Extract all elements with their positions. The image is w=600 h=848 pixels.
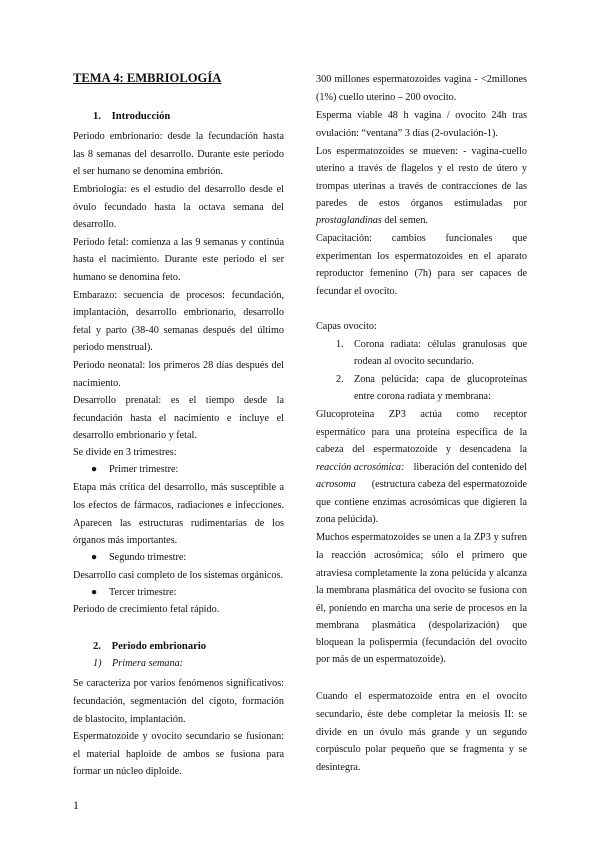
bullet-icon: ● [91, 464, 98, 475]
text-line: desarrollo. [73, 219, 117, 230]
text-line: secundario, éste debe completar la meiosis II: se [316, 709, 527, 720]
page-title: TEMA 4: EMBRIOLOGÍA [73, 71, 222, 85]
text-line: Segundo trimestre: [109, 552, 187, 563]
text-line: formar un núcleo diploide. [73, 766, 182, 777]
text-line: cabeza del espermatozoide y desencadena la [316, 444, 527, 455]
emphasis-term: acrosoma [316, 479, 356, 490]
bullet-icon: ● [91, 587, 98, 598]
page-number: 1 [73, 798, 79, 812]
emphasis-term: prostaglandinas [316, 215, 382, 226]
text-line: desintegra. [316, 762, 361, 773]
text-line: paredes de estos órganos estimuladas por [316, 198, 527, 209]
text-line: Desarrollo prenatal: es el tiempo desde la [73, 395, 284, 406]
text-line: la reacción acrosómica; sólo el primero que [316, 550, 527, 561]
text-line: Se caracteriza por varios fenómenos significativos: [73, 678, 284, 689]
text-line: Periodo de crecimiento fetal rápido. [73, 604, 220, 615]
section-2-heading [93, 641, 206, 653]
text-line: Periodo neonatal: los primeros 28 días después del [73, 360, 284, 371]
text-line: (1%) cuello uterino – 200 ovocito. [316, 92, 457, 103]
text-line: Cuando el espermatozoide entra en el ovocito [316, 691, 527, 702]
text-line: Se divide en 3 trimestres: [73, 447, 177, 458]
text-line: el ser humano se denomina embrión. [73, 166, 223, 177]
text-line: óvulo fecundado hasta la octava semana del [73, 202, 284, 213]
list-number: 1. [336, 339, 344, 350]
text-line: que contiene enzimas acrosómicas que digieren la [316, 497, 527, 508]
text-line [316, 462, 527, 474]
text-line: la membrana plasmática del ovocito se fusiona con [316, 585, 527, 596]
text-line: reproductor femenino (7h) para ser capaces de [316, 268, 527, 279]
text-line: divide en un óvulo más grande y un segundo [316, 727, 527, 738]
text-line: desarrollo embrionario y fetal. [73, 430, 197, 441]
text-line: por más de un espermatozoide). [316, 654, 446, 665]
text-line: nacimiento. [73, 378, 121, 389]
text-line: fecundar el ovocito. [316, 286, 398, 297]
list-number: 2. [336, 374, 344, 385]
text-line: fecundación hasta el nacimiento e incluye el [73, 413, 284, 424]
text-line: Capacitación: cambios funcionales que [316, 233, 527, 244]
text-line: trompas uterinas a través de contracciones de las [316, 181, 527, 192]
text-line: zona pelúcida). [316, 514, 379, 525]
text-line [316, 479, 527, 491]
text-line: Embriología: es el estudio del desarrollo desde el [73, 184, 284, 195]
section-2-number: 2. [93, 641, 101, 652]
text-line: Embarazo: secuencia de procesos: fecundación, [73, 290, 284, 301]
section-1-heading [93, 111, 170, 123]
text-line: atraviesa completamente la zona pelúcida y alcanza [316, 568, 527, 579]
text-fragment: (estructura cabeza del espermatozoide [371, 479, 527, 490]
section-1-label: Introducción [111, 111, 171, 122]
text-line: Corona radiata: células granulosas que [354, 339, 527, 350]
text-line: bloquean la polispermia (fecundación del ovocito [316, 637, 527, 648]
text-line: los efectos de fármacos, radiaciones e infecciones. [73, 500, 284, 511]
emphasis-term: reacción acrosómica: [316, 462, 405, 473]
text-line: Esperma viable 48 h vagina / ovocito 24h tras [316, 110, 527, 121]
text-line: el material haploide de ambos se fusiona para [73, 749, 284, 760]
text-line: fecundación, segmentación del cigoto, formación [73, 696, 284, 707]
text-line: Tercer trimestre: [109, 587, 177, 598]
text-line: periodo menstrual). [73, 342, 153, 353]
section-2-label: Periodo embrionario [111, 641, 207, 652]
text-line: uterino a través de flagelos y el resto de útero y [316, 163, 527, 174]
text-line: Primer trimestre: [109, 464, 179, 475]
section-1-number: 1. [93, 111, 101, 122]
text-line: Zona pelúcida: capa de glucoproteínas [354, 374, 527, 385]
text-line [316, 215, 428, 227]
text-line: implantación, desarrollo embrionario, desarrollo [73, 307, 284, 318]
text-line: las 8 semanas del desarrollo. Durante este periodo [73, 149, 284, 160]
text-line: rodean al ovocito secundario. [354, 356, 474, 367]
text-line: órganos más importantes. [73, 535, 178, 546]
text-line: humano se denomina feto. [73, 272, 181, 283]
text-line: experimentan los espermatozoides en el aparato [316, 251, 527, 262]
text-line: hasta el nacimiento. Durante este periodo el ser [73, 254, 284, 265]
text-line: corpúsculo polar pequeño que se fragmenta y se [316, 744, 527, 755]
text-line: fetal y parto (38-40 semanas después del último [73, 325, 284, 336]
subsection-label: Primera semana: [112, 658, 184, 669]
text-fragment: del semen. [381, 215, 428, 226]
text-line: Periodo fetal: comienza a las 9 semanas y continúa [73, 237, 284, 248]
text-line: Los espermatozoides se mueven: - vagina-cuello [316, 146, 527, 157]
text-line: Capas ovocito: [316, 321, 377, 332]
text-line: de blastocito, implantación. [73, 714, 186, 725]
text-fragment: liberación del contenido del [413, 462, 527, 473]
text-line: membrana plasmática (despolarización) que [316, 620, 527, 631]
text-line: ovulación: “ventana” 3 días (2-ovulación-1). [316, 128, 498, 139]
subsection-heading [93, 658, 183, 670]
text-line: Aparecen las estructuras rudimentarias de los [73, 518, 284, 529]
text-line: Etapa más crítica del desarrollo, más susceptible a [73, 482, 284, 493]
text-line: él, poniendo en marcha una serie de procesos en la [316, 603, 527, 614]
text-line: Periodo embrionario: desde la fecundación hasta [73, 131, 284, 142]
text-line: Desarrollo casi completo de los sistemas orgánicos. [73, 570, 284, 581]
bullet-icon: ● [91, 552, 98, 563]
text-line: Espermatozoide y ovocito secundario se fusionan: [73, 731, 284, 742]
text-line: Muchos espermatozoides se unen a la ZP3 y sufren [316, 532, 527, 543]
text-line: 300 millones espermatozoides vagina - <2millones [316, 74, 527, 85]
subsection-number: 1) [93, 658, 102, 669]
text-line: Glucoproteína ZP3 actúa como receptor [316, 409, 527, 420]
text-line: espermático para una proteína específica de la [316, 427, 527, 438]
text-line: entre corona radiata y membrana: [354, 391, 491, 402]
